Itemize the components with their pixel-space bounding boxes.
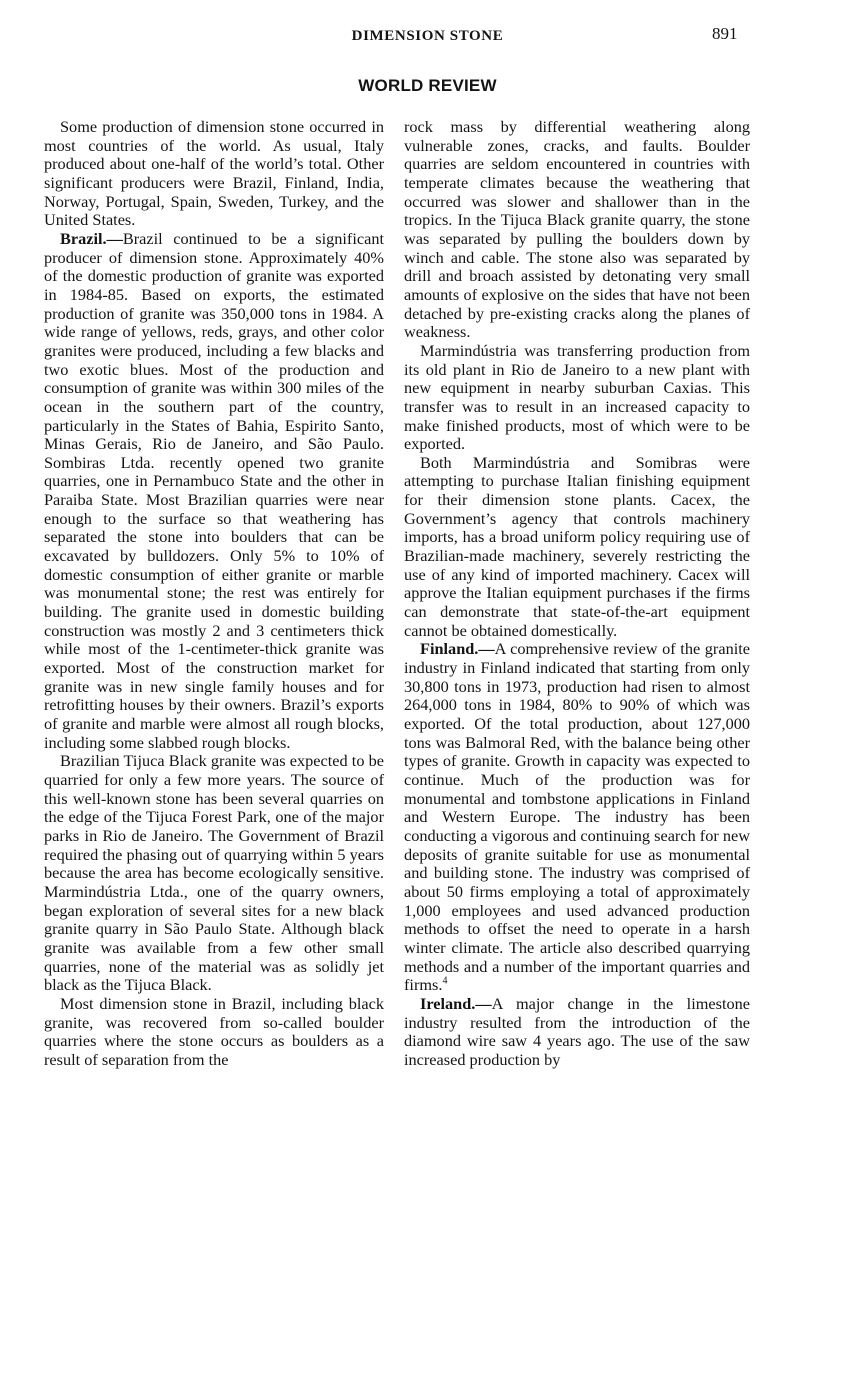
tijuca-paragraph: Brazilian Tijuca Black granite was expected to be quarried for only a few more years. The source of this well-known stone has been several quarries on the edge of the Tijuca Forest Park, one of the major parks in Rio de Janeiro. The Government of Brazil required the phasing out of quarrying within 5 years because the area has become ecologically sensitive. Marmindústria Ltda., one of the quarry owners, began exploration of several sites for a new black granite quarry in São Paulo State. Although black granite was available from a few other small quarries, none of the material was as solidly jet black as the Tijuca Black. (44, 751, 384, 995)
brazil-paragraph (44, 230, 384, 752)
intro-paragraph: Some production of dimension stone occurred in most countries of the world. As usual, Italy produced about one-half of the world’s total. Other significant producers were Brazil, Finland, India, Norway, Portugal, Spain, Sweden, Turkey, and the United States. (44, 117, 384, 230)
footnote-marker[interactable]: 4 (442, 975, 448, 987)
running-head (0, 22, 855, 50)
finland-text: A comprehensive review of the granite industry in Finland indicated that starting from only 30,800 tons in 1973, production had risen to almost 264,000 tons in 1984, 80% to 90% of which was exported. Of the total production, about 127,000 tons was Balmoral Red, with the balance being other types of granite. Growth in capacity was expected to continue. Much of the production was for monumental and tombstone applications in Finland and Western Europe. The industry has been conducting a vigorous and continuing search for new deposits of granite suitable for use as monumental and building stone. The industry was comprised of about 50 firms employing a total of approximately 1,000 employees and used advanced production methods to offset the need to operate in a harsh winter climate. The article also described quarrying methods and a number of the important quarries and firms. (404, 639, 750, 995)
right-column (404, 118, 750, 1069)
ireland-paragraph (404, 995, 750, 1070)
weathering-paragraph: rock mass by differential weathering along vulnerable zones, cracks, and faults. Boulder quarries are seldom encountered in countries with temperate climates because the weathering that occurred was slower and shallower than in the tropics. In the Tijuca Black granite quarry, the stone was separated by pulling the boulders down by winch and cable. The stone also was separated by drill and broach assisted by detonating very small amounts of explosive on the sides that have not been detached by pre-existing cracks along the planes of weakness. (404, 117, 750, 342)
running-title: DIMENSION STONE (351, 28, 504, 44)
ireland-heading: Ireland.— (420, 993, 492, 1013)
finland-paragraph (404, 640, 750, 994)
cacex-paragraph: Both Marmindústria and Somibras were attempting to purchase Italian finishing equipment for their dimension stone plants. Cacex, the Government’s agency that controls machinery imports, has a broad uniform policy requiring use of Brazilian-made machinery, severely restricting the use of any kind of imported machinery. Cacex will approve the Italian equipment purchases if the firms can demonstrate that state-of-the-art equipment cannot be obtained domestically. (404, 452, 750, 640)
boulder-paragraph: Most dimension stone in Brazil, including black granite, was recovered from so-called boulder quarries where the stone occurs as boulders as a result of separation from the (44, 993, 384, 1069)
left-column (44, 118, 384, 1069)
section-heading: WORLD REVIEW (358, 76, 497, 95)
marmindustria-paragraph: Marmindústria was transferring production from its old plant in Rio de Janeiro to a new plant with new equipment in nearby suburban Caxias. This transfer was to result in an increased capacity to make finished products, most of which were to be exported. (404, 340, 750, 454)
brazil-heading: Brazil.— (60, 228, 123, 248)
brazil-text: Brazil continued to be a significant producer of dimension stone. Approximately 40% of the domestic production of granite was exported in 1984-85. Based on exports, the estimated production of granite was 350,000 tons in 1984. A wide range of yellows, reds, grays, and other color granites were produced, including a few blacks and two exotic blues. Most of the production and consumption of granite was within 300 miles of the ocean in the southern part of the country, particularly in the States of Bahia, Espirito Santo, Minas Gerais, Rio de Janeiro, and São Paulo. Sombiras Ltda. recently opened two granite quarries, one in Pernambuco State and the other in Paraiba State. Most Brazilian quarries were near enough to the surface so that weathering has separated the stone into boulders that can be excavated by bulldozers. Only 5% to 10% of domestic consumption of either granite or marble was monumental stone; the rest was entirely for building. The granite used in domestic building construction was mostly 2 and 3 centimeters thick while most of the 1-centimeter-thick granite was exported. Most of the construction market for granite was in new single family houses and for retrofitting houses by their owners. Brazil’s exports of granite and marble were almost all rough blocks, including some slabbed rough blocks. (44, 228, 384, 752)
ireland-text: A major change in the limestone industry resulted from the introduction of the diamond wire saw 4 years ago. The use of the saw increased production by (404, 993, 750, 1069)
page-number: 891 (712, 24, 738, 43)
finland-heading: Finland.— (420, 639, 495, 659)
